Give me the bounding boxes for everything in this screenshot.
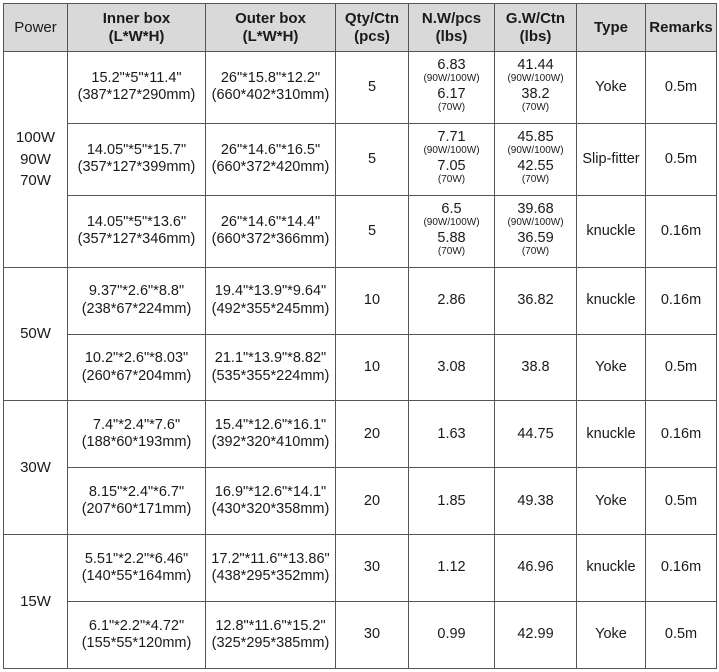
header-gw-line2: (lbs) bbox=[519, 27, 552, 45]
outer-box-mm: (325*295*385mm) bbox=[211, 635, 330, 652]
header-qty bbox=[336, 4, 409, 52]
outer-box-inches: 26"*14.6"*14.4" bbox=[220, 213, 321, 230]
gw-cell: 36.82 bbox=[495, 267, 577, 334]
inner-box-inches: 15.2"*5"*11.4" bbox=[91, 70, 182, 87]
nw-cell: 3.08 bbox=[409, 334, 495, 401]
inner-box-inches: 8.15"*2.4"*6.7" bbox=[88, 483, 185, 500]
header-power: Power bbox=[4, 4, 68, 52]
power-value: 70W bbox=[20, 172, 51, 190]
remarks-cell: 0.5m bbox=[646, 602, 717, 669]
outer-box-inches: 12.8"*11.6"*15.2" bbox=[215, 617, 326, 634]
outer-box-mm: (492*355*245mm) bbox=[211, 300, 330, 317]
nw-cell bbox=[409, 195, 495, 267]
nw-cell: 1.12 bbox=[409, 535, 495, 602]
nw-value: 5.88 bbox=[437, 230, 466, 247]
header-nw bbox=[409, 4, 495, 52]
nw-wattage-note: (90W/100W) bbox=[423, 216, 480, 228]
outer-box-cell bbox=[206, 602, 336, 669]
header-remarks: Remarks bbox=[646, 4, 717, 52]
qty-cell: 20 bbox=[336, 401, 409, 468]
remarks-cell: 0.16m bbox=[646, 267, 717, 334]
type-cell: knuckle bbox=[577, 195, 646, 267]
remarks-cell: 0.5m bbox=[646, 52, 717, 124]
outer-box-cell bbox=[206, 267, 336, 334]
outer-box-mm: (660*372*420mm) bbox=[211, 159, 330, 176]
qty-cell: 10 bbox=[336, 267, 409, 334]
gw-cell: 46.96 bbox=[495, 535, 577, 602]
header-gw-line1: G.W/Ctn bbox=[505, 9, 566, 27]
table-row bbox=[4, 602, 717, 669]
header-nw-line1: N.W/pcs bbox=[421, 9, 482, 27]
header-row bbox=[4, 4, 717, 52]
gw-cell: 44.75 bbox=[495, 401, 577, 468]
remarks-cell: 0.16m bbox=[646, 401, 717, 468]
inner-box-mm: (238*67*224mm) bbox=[81, 300, 192, 317]
inner-box-cell bbox=[68, 123, 206, 195]
nw-value: 6.5 bbox=[441, 200, 462, 217]
inner-box-cell bbox=[68, 468, 206, 535]
outer-box-mm: (392*320*410mm) bbox=[211, 434, 330, 451]
type-cell: Yoke bbox=[577, 602, 646, 669]
qty-cell: 20 bbox=[336, 468, 409, 535]
table-row bbox=[4, 401, 717, 468]
inner-box-inches: 6.1"*2.2"*4.72" bbox=[88, 617, 185, 634]
header-outer-line2: (L*W*H) bbox=[242, 27, 299, 45]
gw-wattage-note: (90W/100W) bbox=[507, 216, 564, 228]
inner-box-mm: (140*55*164mm) bbox=[81, 568, 192, 585]
nw-wattage-note: (70W) bbox=[437, 102, 466, 114]
gw-wattage-note: (90W/100W) bbox=[507, 144, 564, 156]
inner-box-inches: 10.2"*2.6"*8.03" bbox=[84, 350, 189, 367]
power-value: 50W bbox=[20, 325, 51, 343]
inner-box-cell bbox=[68, 195, 206, 267]
table-row bbox=[4, 535, 717, 602]
table-row bbox=[4, 468, 717, 535]
inner-box-mm: (357*127*399mm) bbox=[77, 159, 196, 176]
outer-box-inches: 19.4"*13.9"*9.64" bbox=[214, 283, 327, 300]
header-gw bbox=[495, 4, 577, 52]
nw-cell: 2.86 bbox=[409, 267, 495, 334]
inner-box-cell bbox=[68, 535, 206, 602]
nw-value: 7.71 bbox=[437, 128, 466, 145]
gw-value: 36.59 bbox=[517, 230, 554, 247]
gw-value: 42.55 bbox=[517, 158, 554, 175]
remarks-cell: 0.5m bbox=[646, 123, 717, 195]
gw-wattage-note: (70W) bbox=[521, 174, 550, 186]
power-value: 100W bbox=[15, 128, 56, 146]
nw-cell: 1.85 bbox=[409, 468, 495, 535]
gw-cell bbox=[495, 195, 577, 267]
type-cell: knuckle bbox=[577, 267, 646, 334]
outer-box-inches: 26"*14.6"*16.5" bbox=[220, 141, 321, 158]
qty-cell: 10 bbox=[336, 334, 409, 401]
outer-box-inches: 15.4"*12.6"*16.1" bbox=[214, 417, 327, 434]
gw-cell: 49.38 bbox=[495, 468, 577, 535]
qty-cell: 5 bbox=[336, 52, 409, 124]
nw-value: 6.83 bbox=[437, 57, 466, 74]
inner-box-mm: (387*127*290mm) bbox=[77, 87, 196, 104]
remarks-cell: 0.16m bbox=[646, 195, 717, 267]
nw-wattage-note: (90W/100W) bbox=[423, 72, 480, 84]
inner-box-inches: 5.51"*2.2"*6.46" bbox=[84, 550, 189, 567]
inner-box-inches: 14.05"*5"*13.6" bbox=[86, 213, 187, 230]
power-cell bbox=[4, 535, 68, 669]
outer-box-mm: (438*295*352mm) bbox=[211, 568, 330, 585]
gw-cell: 38.8 bbox=[495, 334, 577, 401]
nw-cell bbox=[409, 52, 495, 124]
packing-spec-table bbox=[3, 3, 717, 669]
type-cell: Yoke bbox=[577, 334, 646, 401]
qty-cell: 5 bbox=[336, 195, 409, 267]
inner-box-cell bbox=[68, 602, 206, 669]
outer-box-cell bbox=[206, 334, 336, 401]
qty-cell: 30 bbox=[336, 535, 409, 602]
table-row bbox=[4, 267, 717, 334]
inner-box-cell bbox=[68, 334, 206, 401]
gw-wattage-note: (70W) bbox=[521, 102, 550, 114]
power-cell bbox=[4, 52, 68, 268]
outer-box-mm: (660*372*366mm) bbox=[211, 231, 330, 248]
gw-wattage-note: (70W) bbox=[521, 246, 550, 258]
power-cell bbox=[4, 267, 68, 401]
power-value: 30W bbox=[20, 458, 51, 476]
outer-box-cell bbox=[206, 535, 336, 602]
gw-value: 45.85 bbox=[517, 128, 554, 145]
type-cell: Yoke bbox=[577, 468, 646, 535]
inner-box-mm: (207*60*171mm) bbox=[81, 501, 192, 518]
inner-box-inches: 9.37"*2.6"*8.8" bbox=[88, 283, 185, 300]
header-outer-line1: Outer box bbox=[235, 9, 306, 27]
header-nw-line2: (lbs) bbox=[435, 27, 468, 45]
header-inner-line2: (L*W*H) bbox=[108, 27, 165, 45]
inner-box-inches: 7.4"*2.4"*7.6" bbox=[92, 417, 181, 434]
outer-box-cell bbox=[206, 52, 336, 124]
qty-cell: 30 bbox=[336, 602, 409, 669]
power-cell bbox=[4, 401, 68, 535]
gw-value: 39.68 bbox=[517, 200, 554, 217]
table-row bbox=[4, 334, 717, 401]
outer-box-mm: (660*402*310mm) bbox=[211, 87, 330, 104]
inner-box-cell bbox=[68, 267, 206, 334]
remarks-cell: 0.5m bbox=[646, 334, 717, 401]
qty-cell: 5 bbox=[336, 123, 409, 195]
type-cell: Slip-fitter bbox=[577, 123, 646, 195]
remarks-cell: 0.16m bbox=[646, 535, 717, 602]
inner-box-mm: (357*127*346mm) bbox=[77, 231, 196, 248]
remarks-cell: 0.5m bbox=[646, 468, 717, 535]
header-qty-line1: Qty/Ctn bbox=[344, 9, 400, 27]
nw-wattage-note: (90W/100W) bbox=[423, 144, 480, 156]
nw-wattage-note: (70W) bbox=[437, 174, 466, 186]
inner-box-inches: 14.05"*5"*15.7" bbox=[86, 141, 187, 158]
nw-value: 6.17 bbox=[437, 86, 466, 103]
header-type: Type bbox=[577, 4, 646, 52]
table-row bbox=[4, 195, 717, 267]
type-cell: Yoke bbox=[577, 52, 646, 124]
gw-cell: 42.99 bbox=[495, 602, 577, 669]
nw-cell: 1.63 bbox=[409, 401, 495, 468]
outer-box-cell bbox=[206, 123, 336, 195]
header-qty-line2: (pcs) bbox=[354, 27, 390, 45]
inner-box-mm: (188*60*193mm) bbox=[81, 434, 192, 451]
header-outer-box bbox=[206, 4, 336, 52]
outer-box-cell bbox=[206, 468, 336, 535]
inner-box-cell bbox=[68, 52, 206, 124]
outer-box-inches: 16.9"*12.6"*14.1" bbox=[214, 483, 327, 500]
table-row bbox=[4, 52, 717, 124]
nw-wattage-note: (70W) bbox=[437, 246, 466, 258]
outer-box-inches: 21.1"*13.9"*8.82" bbox=[214, 350, 327, 367]
gw-cell bbox=[495, 123, 577, 195]
header-inner-line1: Inner box bbox=[102, 9, 171, 27]
outer-box-cell bbox=[206, 195, 336, 267]
type-cell: knuckle bbox=[577, 401, 646, 468]
outer-box-mm: (535*355*224mm) bbox=[211, 367, 330, 384]
type-cell: knuckle bbox=[577, 535, 646, 602]
gw-cell bbox=[495, 52, 577, 124]
gw-value: 38.2 bbox=[521, 86, 550, 103]
nw-cell: 0.99 bbox=[409, 602, 495, 669]
header-inner-box bbox=[68, 4, 206, 52]
nw-value: 7.05 bbox=[437, 158, 466, 175]
table-row bbox=[4, 123, 717, 195]
outer-box-inches: 17.2"*11.6"*13.86" bbox=[211, 550, 330, 567]
outer-box-inches: 26"*15.8"*12.2" bbox=[220, 70, 321, 87]
inner-box-mm: (260*67*204mm) bbox=[81, 367, 192, 384]
outer-box-mm: (430*320*358mm) bbox=[211, 501, 330, 518]
inner-box-cell bbox=[68, 401, 206, 468]
outer-box-cell bbox=[206, 401, 336, 468]
power-value: 15W bbox=[20, 592, 51, 610]
gw-wattage-note: (90W/100W) bbox=[507, 72, 564, 84]
inner-box-mm: (155*55*120mm) bbox=[81, 635, 192, 652]
gw-value: 41.44 bbox=[517, 57, 554, 74]
nw-cell bbox=[409, 123, 495, 195]
power-value: 90W bbox=[20, 150, 51, 168]
